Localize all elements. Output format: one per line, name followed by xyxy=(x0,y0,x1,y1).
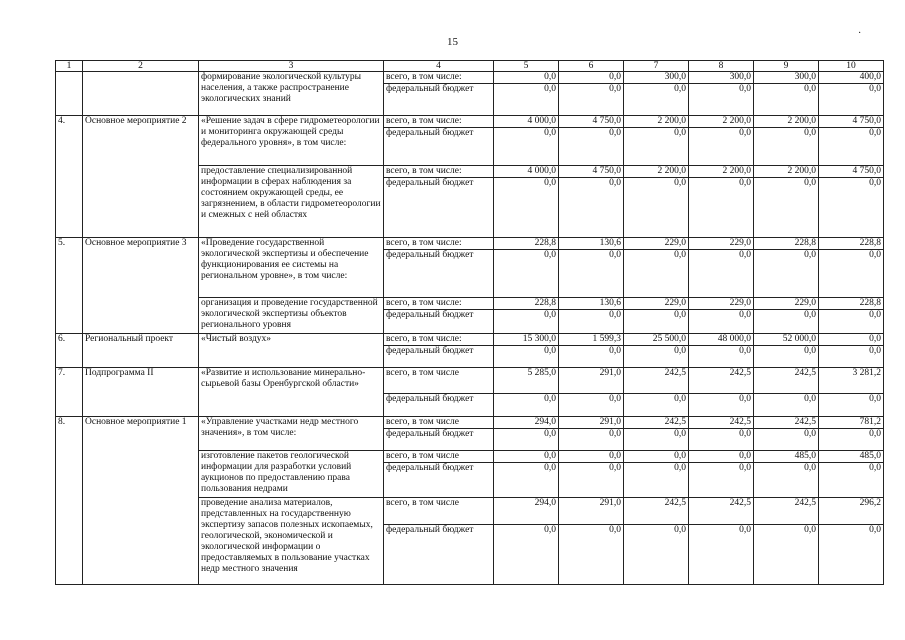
total-label: всего, в том числе: xyxy=(384,334,494,346)
value-cell: 229,0 xyxy=(624,298,689,310)
total-label: всего, в том числе xyxy=(384,498,494,525)
federal-label: федеральный бюджет xyxy=(384,250,494,298)
value-cell: 0,0 xyxy=(624,429,689,451)
value-cell: 0,0 xyxy=(819,346,884,368)
value-cell: 0,0 xyxy=(819,334,884,346)
total-label: всего, в том числе: xyxy=(384,72,494,84)
value-cell: 0,0 xyxy=(624,451,689,463)
value-cell: 4 750,0 xyxy=(559,166,624,178)
value-cell: 0,0 xyxy=(559,346,624,368)
value-cell: 0,0 xyxy=(559,250,624,298)
value-cell: 0,0 xyxy=(494,525,559,585)
value-cell: 0,0 xyxy=(624,310,689,334)
budget-table xyxy=(55,60,884,585)
value-cell: 2 200,0 xyxy=(689,166,754,178)
value-cell: 0,0 xyxy=(494,310,559,334)
value-cell: 242,5 xyxy=(624,417,689,429)
value-cell: 294,0 xyxy=(494,417,559,429)
value-cell: 228,8 xyxy=(819,238,884,250)
federal-label: федеральный бюджет xyxy=(384,463,494,498)
total-label: всего, в том числе: xyxy=(384,166,494,178)
row-number: 6. xyxy=(56,334,83,368)
total-label: всего, в том числе: xyxy=(384,238,494,250)
value-cell: 0,0 xyxy=(494,394,559,417)
value-cell: 242,5 xyxy=(754,417,819,429)
federal-label: федеральный бюджет xyxy=(384,128,494,166)
value-cell: 0,0 xyxy=(689,178,754,238)
value-cell: 2 200,0 xyxy=(754,166,819,178)
value-cell: 0,0 xyxy=(819,178,884,238)
value-cell: 25 500,0 xyxy=(624,334,689,346)
value-cell: 0,0 xyxy=(559,525,624,585)
header-cell: 4 xyxy=(384,61,494,72)
value-cell: 242,5 xyxy=(689,417,754,429)
value-cell: 0,0 xyxy=(494,128,559,166)
value-cell: 0,0 xyxy=(689,525,754,585)
value-cell: 0,0 xyxy=(494,346,559,368)
value-cell: 4 000,0 xyxy=(494,116,559,128)
row-number: 4. xyxy=(56,116,83,238)
value-cell: 0,0 xyxy=(754,429,819,451)
row-description: «Чистый воздух» xyxy=(199,334,384,368)
header-cell: 9 xyxy=(754,61,819,72)
value-cell: 242,5 xyxy=(624,498,689,525)
table-row xyxy=(56,72,884,84)
value-cell: 0,0 xyxy=(494,463,559,498)
federal-label: федеральный бюджет xyxy=(384,525,494,585)
value-cell: 130,6 xyxy=(559,298,624,310)
value-cell: 300,0 xyxy=(624,72,689,84)
row-description: «Решение задач в сфере гидрометеорологии и мониторинга окружающей среды федерального уровня», в том числе: xyxy=(199,116,384,166)
value-cell: 0,0 xyxy=(689,429,754,451)
row-name: Основное мероприятие 1 xyxy=(83,417,199,585)
value-cell: 291,0 xyxy=(559,498,624,525)
value-cell: 294,0 xyxy=(494,498,559,525)
value-cell: 0,0 xyxy=(494,250,559,298)
value-cell: 229,0 xyxy=(689,238,754,250)
value-cell: 0,0 xyxy=(624,394,689,417)
value-cell: 0,0 xyxy=(559,310,624,334)
value-cell: 0,0 xyxy=(754,250,819,298)
value-cell: 2 200,0 xyxy=(689,116,754,128)
row-name: Основное мероприятие 3 xyxy=(83,238,199,334)
value-cell: 0,0 xyxy=(754,178,819,238)
total-label: всего, в том числе: xyxy=(384,116,494,128)
value-cell: 0,0 xyxy=(689,394,754,417)
value-cell: 242,5 xyxy=(689,498,754,525)
page-mark: · xyxy=(858,28,862,39)
value-cell: 0,0 xyxy=(754,128,819,166)
value-cell: 0,0 xyxy=(559,72,624,84)
header-cell: 3 xyxy=(199,61,384,72)
value-cell: 0,0 xyxy=(689,310,754,334)
row-description: «Проведение государственной экологической экспертизы и обеспечение функционирования ее системы на региональном уровне», в том числе: xyxy=(199,238,384,298)
value-cell: 0,0 xyxy=(689,84,754,116)
row-name: Подпрограмма II xyxy=(83,368,199,417)
row-description: изготовление пакетов геологической информации для разработки условий аукционов по предоставлению права пользования недрами xyxy=(199,451,384,498)
value-cell: 0,0 xyxy=(754,525,819,585)
value-cell: 291,0 xyxy=(559,368,624,394)
table-row xyxy=(56,368,884,394)
value-cell: 242,5 xyxy=(754,498,819,525)
value-cell: 242,5 xyxy=(689,368,754,394)
value-cell: 0,0 xyxy=(689,250,754,298)
value-cell: 0,0 xyxy=(494,84,559,116)
page-number: 15 xyxy=(447,36,458,48)
value-cell: 0,0 xyxy=(624,346,689,368)
table-row xyxy=(56,238,884,250)
value-cell: 0,0 xyxy=(819,394,884,417)
value-cell: 4 000,0 xyxy=(494,166,559,178)
value-cell: 0,0 xyxy=(754,84,819,116)
table-row xyxy=(56,417,884,429)
value-cell: 0,0 xyxy=(819,429,884,451)
federal-label: федеральный бюджет xyxy=(384,429,494,451)
row-name: Региональный проект xyxy=(83,334,199,368)
row-number: 8. xyxy=(56,417,83,585)
value-cell: 48 000,0 xyxy=(689,334,754,346)
value-cell: 5 285,0 xyxy=(494,368,559,394)
row-description: формирование экологической культуры населения, а также распространение экологических знаний xyxy=(199,72,384,116)
value-cell: 0,0 xyxy=(754,346,819,368)
row-description: организация и проведение государственной экологической экспертизы объектов регионального уровня xyxy=(199,298,384,334)
header-cell: 2 xyxy=(83,61,199,72)
value-cell: 0,0 xyxy=(624,128,689,166)
value-cell: 781,2 xyxy=(819,417,884,429)
row-description: проведение анализа материалов, представленных на государственную экспертизу запасов полезных ископаемых, геологической, экономической и экологической информации о предоставляемых в пользование участках недр местного значения xyxy=(199,498,384,585)
header-cell: 6 xyxy=(559,61,624,72)
value-cell: 52 000,0 xyxy=(754,334,819,346)
header-cell: 1 xyxy=(56,61,83,72)
value-cell: 0,0 xyxy=(819,525,884,585)
value-cell: 3 281,2 xyxy=(819,368,884,394)
value-cell: 0,0 xyxy=(754,463,819,498)
value-cell: 485,0 xyxy=(754,451,819,463)
value-cell: 0,0 xyxy=(494,72,559,84)
value-cell: 229,0 xyxy=(754,298,819,310)
value-cell: 0,0 xyxy=(494,429,559,451)
row-number: 7. xyxy=(56,368,83,417)
value-cell: 2 200,0 xyxy=(624,166,689,178)
value-cell: 0,0 xyxy=(754,310,819,334)
value-cell: 291,0 xyxy=(559,417,624,429)
row-description: «Управление участками недр местного значения», в том числе: xyxy=(199,417,384,451)
value-cell: 0,0 xyxy=(559,451,624,463)
table-row xyxy=(56,334,884,346)
value-cell: 2 200,0 xyxy=(624,116,689,128)
value-cell: 0,0 xyxy=(819,463,884,498)
value-cell: 0,0 xyxy=(754,394,819,417)
value-cell: 0,0 xyxy=(624,178,689,238)
row-number: 5. xyxy=(56,238,83,334)
value-cell: 0,0 xyxy=(494,178,559,238)
value-cell: 0,0 xyxy=(559,429,624,451)
value-cell: 228,8 xyxy=(819,298,884,310)
value-cell: 0,0 xyxy=(819,84,884,116)
value-cell: 229,0 xyxy=(689,298,754,310)
value-cell: 0,0 xyxy=(624,463,689,498)
total-label: всего, в том числе xyxy=(384,451,494,463)
row-description: «Развитие и использование минерально-сырьевой базы Оренбургской области» xyxy=(199,368,384,417)
value-cell: 4 750,0 xyxy=(819,116,884,128)
table-row xyxy=(56,116,884,128)
value-cell: 228,8 xyxy=(494,298,559,310)
total-label: всего, в том числе xyxy=(384,368,494,394)
value-cell: 0,0 xyxy=(559,178,624,238)
header-cell: 5 xyxy=(494,61,559,72)
value-cell: 1 599,3 xyxy=(559,334,624,346)
value-cell: 0,0 xyxy=(689,128,754,166)
value-cell: 4 750,0 xyxy=(559,116,624,128)
value-cell: 242,5 xyxy=(754,368,819,394)
header-row xyxy=(56,61,884,72)
value-cell: 0,0 xyxy=(819,250,884,298)
federal-label: федеральный бюджет xyxy=(384,310,494,334)
value-cell: 0,0 xyxy=(689,451,754,463)
value-cell: 0,0 xyxy=(689,463,754,498)
value-cell: 0,0 xyxy=(559,394,624,417)
value-cell: 229,0 xyxy=(624,238,689,250)
value-cell: 0,0 xyxy=(559,463,624,498)
row-name: Основное мероприятие 2 xyxy=(83,116,199,238)
federal-label: федеральный бюджет xyxy=(384,346,494,368)
value-cell: 0,0 xyxy=(624,84,689,116)
federal-label: федеральный бюджет xyxy=(384,394,494,417)
value-cell: 15 300,0 xyxy=(494,334,559,346)
value-cell: 0,0 xyxy=(494,451,559,463)
value-cell: 130,6 xyxy=(559,238,624,250)
value-cell: 0,0 xyxy=(819,128,884,166)
value-cell: 300,0 xyxy=(754,72,819,84)
value-cell: 4 750,0 xyxy=(819,166,884,178)
value-cell: 0,0 xyxy=(559,128,624,166)
federal-label: федеральный бюджет xyxy=(384,178,494,238)
value-cell: 0,0 xyxy=(624,525,689,585)
federal-label: федеральный бюджет xyxy=(384,84,494,116)
total-label: всего, в том числе xyxy=(384,417,494,429)
value-cell: 0,0 xyxy=(559,84,624,116)
header-cell: 10 xyxy=(819,61,884,72)
header-cell: 8 xyxy=(689,61,754,72)
value-cell: 400,0 xyxy=(819,72,884,84)
value-cell: 296,2 xyxy=(819,498,884,525)
value-cell: 228,8 xyxy=(754,238,819,250)
value-cell: 0,0 xyxy=(819,310,884,334)
value-cell: 485,0 xyxy=(819,451,884,463)
value-cell: 242,5 xyxy=(624,368,689,394)
value-cell: 0,0 xyxy=(689,346,754,368)
value-cell: 0,0 xyxy=(624,250,689,298)
total-label: всего, в том числе: xyxy=(384,298,494,310)
header-cell: 7 xyxy=(624,61,689,72)
value-cell: 228,8 xyxy=(494,238,559,250)
value-cell: 300,0 xyxy=(689,72,754,84)
value-cell: 2 200,0 xyxy=(754,116,819,128)
row-description: предоставление специализированной информации в сферах наблюдения за состоянием окружающей среды, ее загрязнением, в области гидрометеорологии и смежных с ней областях xyxy=(199,166,384,238)
